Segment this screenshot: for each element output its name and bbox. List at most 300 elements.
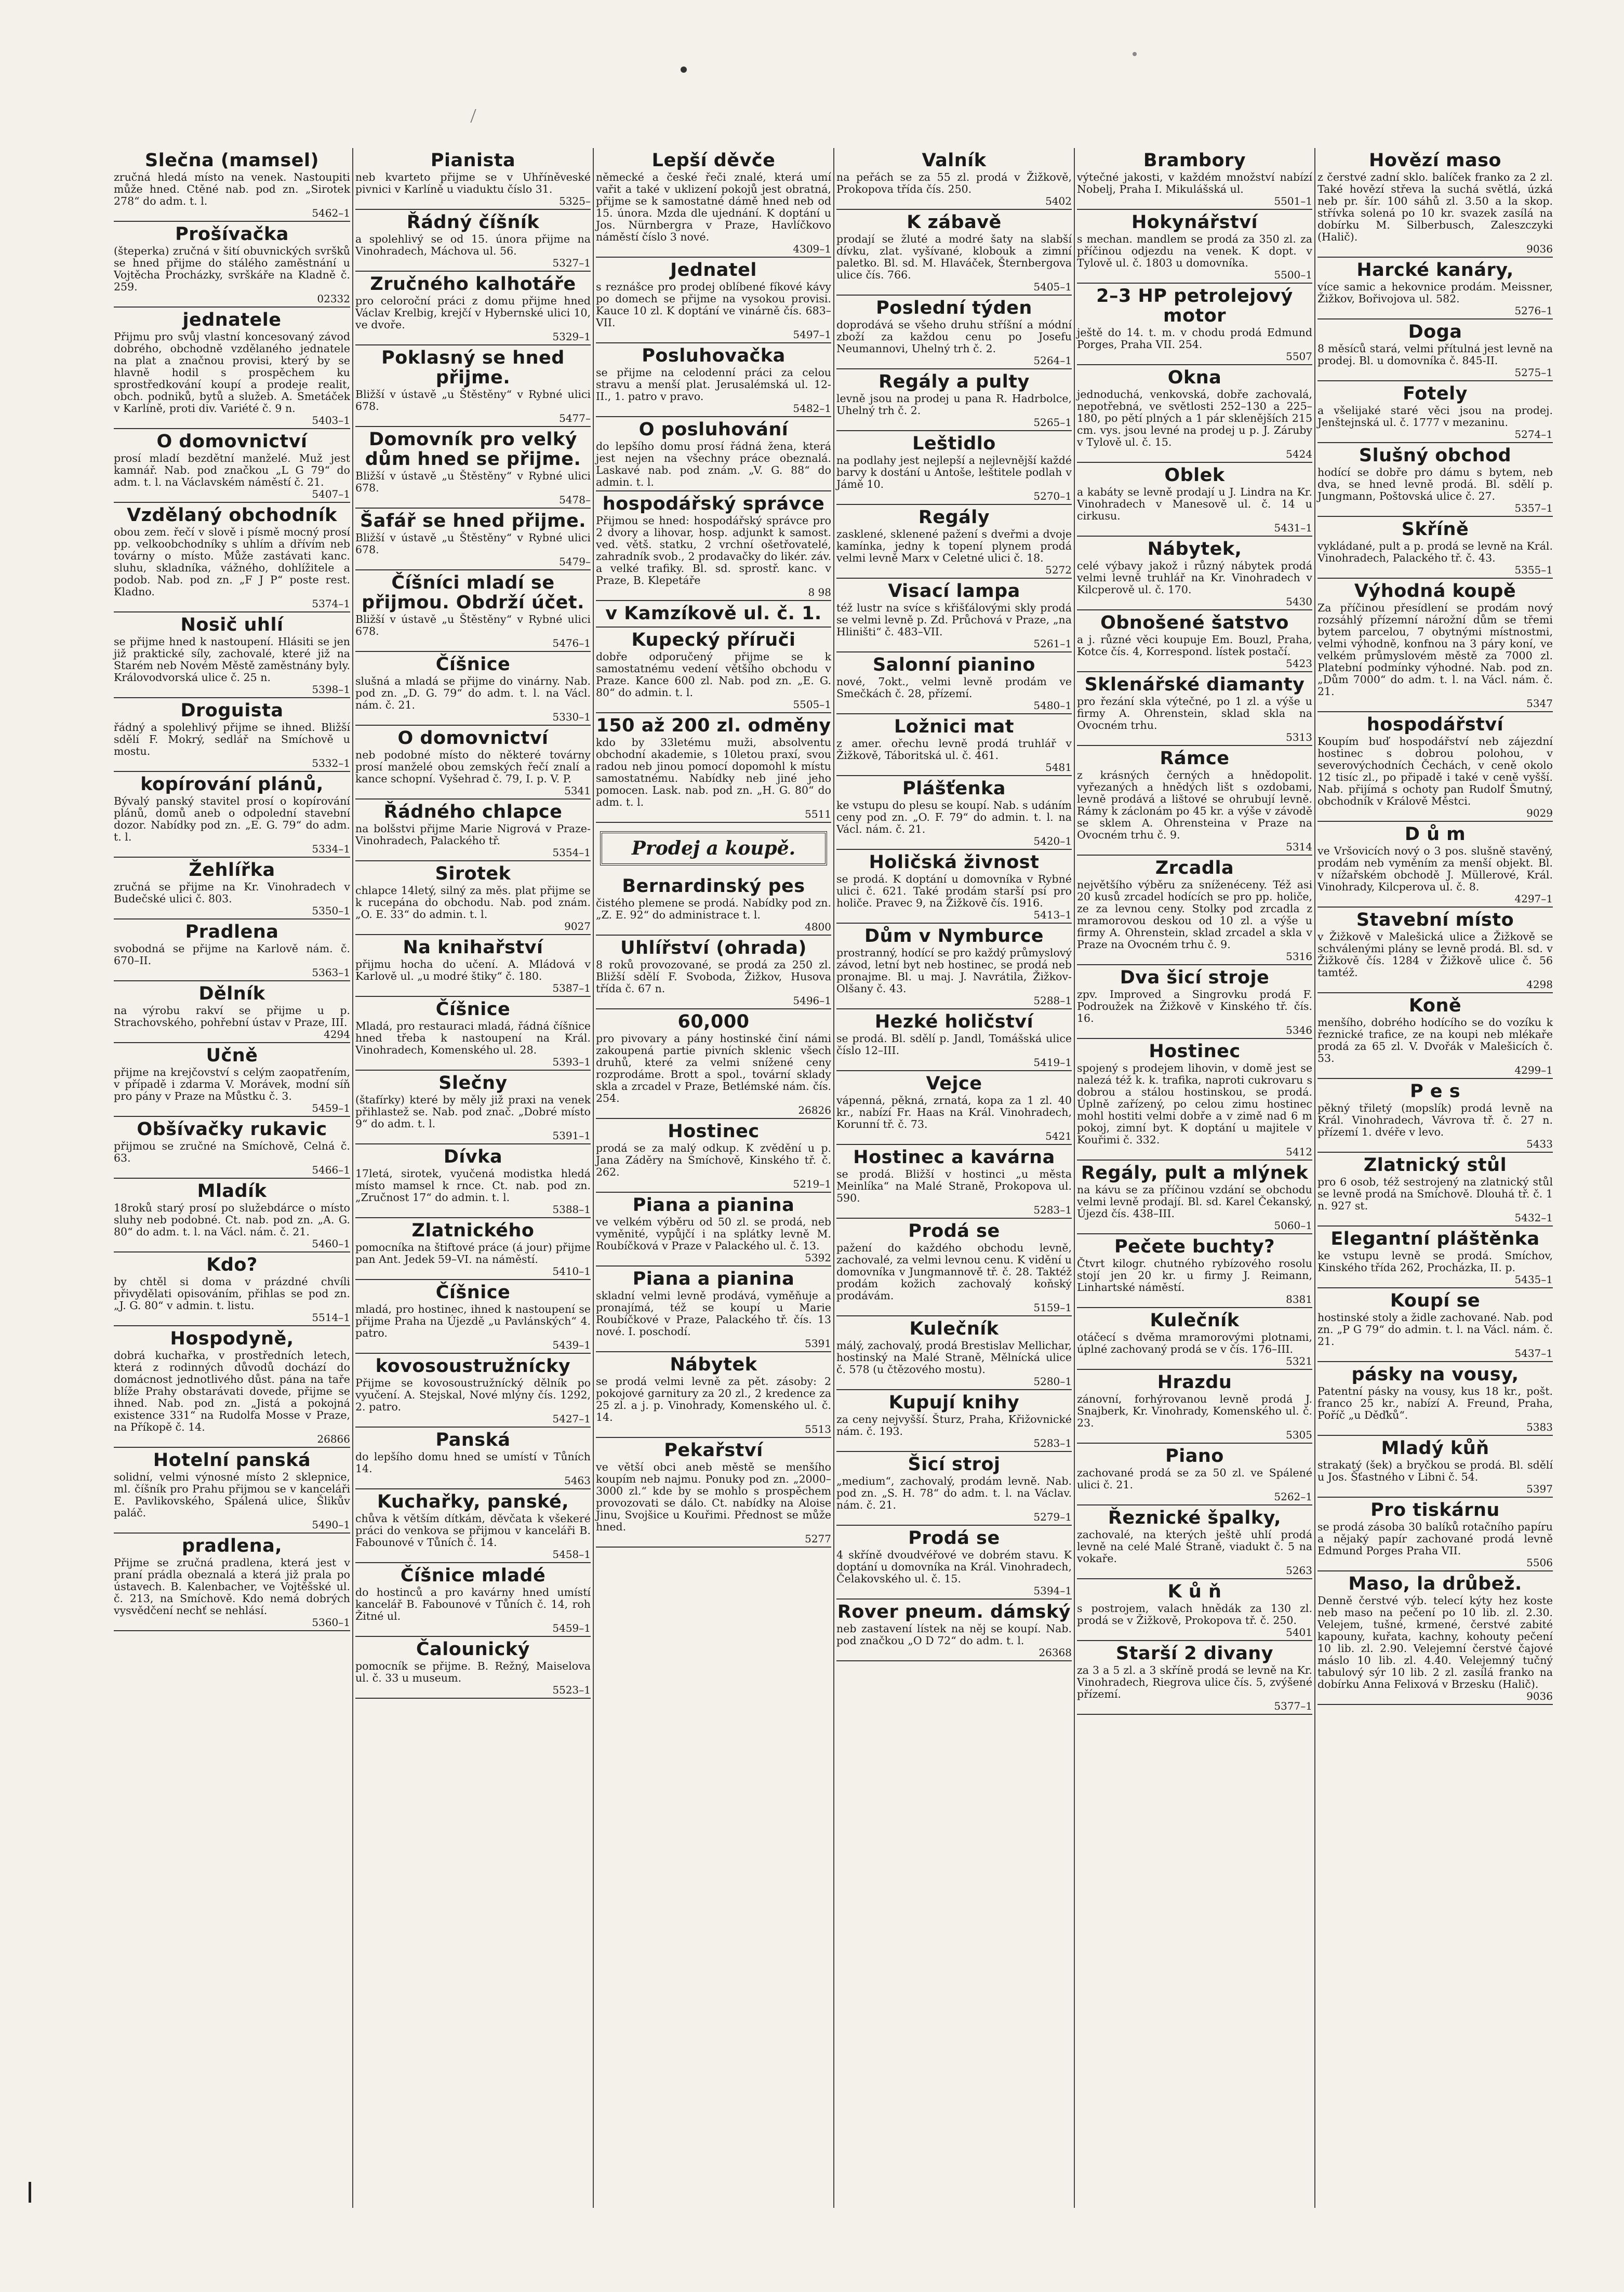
classified-ad [355,1563,591,1637]
ad-text: vykládané, pult a p. prodá se levně na Král. Vinohradech, Palackého tř. č. 43. [1317,540,1553,564]
ad-text: chlapce 14letý, silný za měs. plat přijme se k rucepána do obchodu. Nab. pod znám. „O. E. 33“ do admin. t. l. [355,884,591,921]
classified-ad [836,296,1072,369]
classified-ad [1077,965,1312,1039]
ad-code: 5280–1 [1033,1375,1072,1388]
ad-headline: Dům v Nymburce [864,926,1044,947]
ad-text: v Žižkově v Malešická ulice a Žižkově se schválenými plány se levně prodá. Bl. sd. v Žižkově čís. 1284 v Žižkově ulice č. 56 tamtéž. [1317,930,1553,979]
ad-text: zachovalé, na kterých ještě uhlí prodá levně na celé Malé Straně, viadukt č. 5 na vokaře. [1077,1528,1312,1565]
ad-headline: Okna [1167,367,1222,388]
ad-text: obou zem. řečí v slově i písmě mocný prosí pp. velkoobchodníky s uhlím a dřívím neb továrny o místo. Může zastávati kanc. sluhu, skladníka, vážného, dohlížitele a podob. Nab. pod zn. „F J P“ poste rest. Kladno. [114,526,350,598]
ad-code: 5392 [805,1251,831,1264]
ad-headline: Pro tiskárnu [1370,1500,1500,1521]
ad-text: neb podobné místo do některé továrny prosí manželé obou zemských řečí znalí a kance schopní. Vyšehrad č. 79, I. p. V. P. [355,749,591,785]
classified-ad [114,1448,350,1534]
ad-headline: Poslední týden [876,298,1032,318]
ad-text: na bolšstvi přijme Marie Nigrová v Praze-Vinohradech, Palackého tř. [355,822,591,847]
classified-ad [596,1352,831,1438]
ad-text: Patentní pásky na vousy, kus 18 kr., pošt. franco 25 kr., nabízí A. Freund, Praha, Poříč „u Děďků“. [1317,1385,1553,1421]
classified-ad [1317,517,1553,579]
ad-text: 8 roků provozované, se prodá za 250 zl. Bližší sdělí F. Svoboda, Žižkov, Husova třída č. 67 n. [596,958,831,995]
classified-ad [1317,712,1553,822]
ad-code: 5393–1 [552,1056,591,1068]
classified-ad [596,936,831,1009]
classified-ad [355,1489,591,1563]
ad-code: 5341 [564,784,591,797]
ad-code: 02332 [317,292,350,305]
ad-text: ve Vršovicích nový o 3 pos. slušně stavěný, prodám neb vyměním za menší objekt. Bl. v nížařském obchodě J. Müllerové, Král. Vinohrady, Kilcperova ul. č. 8. [1317,845,1553,893]
ad-headline: Šafář se hned přijme. [360,511,586,531]
ad-headline: kopírování plánů, [140,774,324,795]
ad-code: 5460–1 [312,1237,350,1250]
ad-text: Přijme se kovosoustružnícký dělník po vyučení. A. Stejskal, Nové mlýny čís. 1292, 2. patro. [355,1377,591,1413]
ad-text: „medium“, zachovalý, prodám levně. Nab. pod zn. „S. H. 78“ do adm. t. l. na Václav. nám. č. 21. [836,1475,1072,1511]
ad-text: Přijmou se hned: hospodářský správce pro 2 dvory a lihovar, hosp. adjunkt k samost. ved. větš. statku, 2 vrchní ošetřovatelé, zahradník svob., 2 prodavačky do likér. záv. a velké trafiky. Bl. sd. sprostř. kanc. v Praze, B. Klepetáře [596,514,831,587]
ad-headline: 2–3 HP petrolejový motor [1096,286,1293,326]
classified-ad [1077,210,1312,284]
ad-headline: Nábytek, [1147,539,1242,559]
classified-ads-grid [112,148,1556,2208]
ad-headline: pradlena, [181,1536,283,1556]
ad-headline: Čalounický [416,1639,530,1660]
ad-headline: Piana a pianina [632,1195,795,1216]
ad-text: spojený s prodejem lihovin, v domě jest se nalezá též k. k. trafika, naproti cukrovaru s dobrou a stálou hostinskou, se prodá. Úplně zařízený, po celou zimu hostinec mohl hostiti velmi dobře a v zimě nad 6 m pokoj, zimní byt. K doptání u majitele v Kouřimi č. 332. [1077,1062,1312,1146]
ad-headline: Číšnice [435,654,511,675]
ad-code: 9036 [1526,243,1553,255]
ad-code: 5412 [1286,1145,1312,1158]
ad-headline: Sklenářské diamanty [1084,674,1305,695]
ad-headline: O domovnictví [156,431,308,452]
ad-code: 5419–1 [1033,1056,1072,1069]
ad-code: 5276–1 [1514,304,1553,317]
classified-ad [596,874,831,936]
ad-text: se prodá. Bližší v hostinci „u města Meinlíka“ na Malé Straně, Prokopova ul. 590. [836,1168,1072,1204]
ad-code: 9036 [1526,1690,1553,1702]
ad-headline: Rámce [1160,748,1230,769]
ad-headline: Prodá se [908,1221,1000,1242]
ad-code: 26368 [1039,1646,1072,1659]
classified-ad [596,713,831,823]
ad-code: 5321 [1286,1355,1312,1367]
classified-ad [114,429,350,503]
ad-code: 5316 [1286,950,1312,963]
ad-text: Bývalý panský stavitel prosí o kopírování plánů, domů aneb o odpolední stavební dozor. Nabídky pod zn. „E. G. 79“ do adm. t. l. [114,795,350,843]
ad-text: doprodává se všeho druhu stříšní a módní zboží za každou cenu po Josefu Neumannovi, Uhelný trh č. 2. [836,318,1072,355]
ad-headline: Nábytek [670,1354,757,1375]
ad-headline: Obnošené šatstvo [1100,612,1289,633]
ad-code: 5272 [1045,564,1072,576]
ad-text: neb kvarteto přijme se v Uhříněveské pivnici v Karlíně u viaduktu číslo 31. [355,171,591,195]
classified-ad [355,861,591,935]
ad-headline: Slečny [438,1073,508,1094]
classified-ad [1077,463,1312,537]
ad-text: přijmu hocha do učení. A. Mládová v Karlově ul. „u modré štiky“ č. 180. [355,958,591,982]
ad-headline: Piano [1165,1446,1224,1467]
ad-headline: Fotely [1403,383,1468,404]
ad-text: mladá, pro hostinec, ihned k nastoupení se přijme Praha na Újezdě „u Pavlánských“ 4. patro. [355,1303,591,1339]
classified-ad [836,1390,1072,1452]
ad-headline: Elegantní pláštěnka [1330,1229,1540,1249]
ad-headline: hospodářství [1366,714,1504,735]
ad-text: Bližší v ústavě „u Štěstěny“ v Rybné ulici 678. [355,470,591,494]
ad-code: 5394–1 [1033,1584,1072,1597]
ad-text: prostranný, hodící se pro každý průmyslový závod, letní byt neb hostinec, se prodá neb pronajme. Bl. u maj. J. Navrátila, Žižkov-Olšany č. 43. [836,947,1072,995]
ad-code: 5433 [1526,1138,1553,1150]
ad-headline: pásky na vousy, [1351,1364,1519,1385]
classified-ad [355,345,591,427]
classified-ad [355,1218,591,1280]
ad-text: prodají se žluté a modré šaty na slabší dívku, zlat. vyšívané, klobouk a zimní paletko. Bl. sd. M. Hlaváček, Šternbergova ulice čís. 766. [836,233,1072,281]
classified-ad [114,308,350,429]
classified-ad [1317,1288,1553,1362]
ad-code: 5423 [1286,657,1312,670]
ad-headline: Výhodná koupě [1354,581,1516,602]
classified-ad [836,1452,1072,1526]
classified-ad [114,772,350,858]
classified-ad [355,652,591,726]
ad-headline: Číšníci mladí se přijmou. Obdrží účet. [362,572,584,613]
ad-headline: Prošívačka [175,224,289,245]
ad-headline: Panská [435,1430,511,1450]
ad-code: 5459–1 [312,1102,350,1114]
ad-headline: Kulečník [1150,1310,1240,1331]
ad-text: levně jsou na prodej u pana R. Hadrbolce, Uhelný trh č. 2. [836,392,1072,417]
ad-code: 5270–1 [1033,490,1072,502]
ad-code: 5402 [1045,195,1072,207]
classified-ad [836,776,1072,850]
classified-ad [114,1326,350,1448]
classified-ad [1317,1498,1553,1571]
ad-headline: Obšívačky rukavic [137,1119,327,1140]
ad-code: 5275–1 [1514,366,1553,379]
ad-text: se přijme hned k nastoupení. Hlásiti se jen již praktické síly, zachovalé, které již na Starém neb Novém Městě zaměstnány byly. Královodvorská ulice č. 25 n. [114,635,350,684]
ad-text: slušná a mladá se přijme do vinárny. Nab. pod zn. „D. G. 79“ do adm. t. l. na Václ. nám. č. 21. [355,675,591,711]
ad-code: 5511 [805,808,831,820]
ad-headline: Regály [918,507,990,528]
classified-ad [1077,746,1312,856]
ad-text: s reznášce pro prodej oblíbené fíkové kávy po domech se přijme na vysokou provisi. Kauce 10 zl. K doptání ve vinárně čís. 683–VII. [596,281,831,329]
ad-headline: Regály, pult a mlýnek [1081,1163,1309,1183]
ad-headline: Regály a pulty [878,371,1030,392]
ad-code: 5496–1 [793,994,831,1007]
ad-text: na podlahy jest nejlepší a nejlevnější každé barvy k dostání u Antoše, leštitele podlah v Jámě 10. [836,454,1072,490]
classified-ad [836,369,1072,431]
ad-text: se přijme na celodenní práci za celou stravu a menší plat. Jerusalémská ul. 12-II., 1. patro v pravo. [596,366,831,403]
ad-code: 5387–1 [552,982,591,994]
classified-ad [1317,1227,1553,1288]
classified-ad [1317,579,1553,712]
ad-code: 5263 [1286,1564,1312,1577]
classified-ad [1077,1308,1312,1370]
classified-ad [114,222,350,308]
classified-ad [355,997,591,1071]
ad-text: a j. různé věci koupuje Em. Bouzl, Praha, Kotce čís. 4, Korrespond. lístek postačí. [1077,633,1312,658]
ad-code: 5347 [1526,697,1553,710]
classified-ad [836,431,1072,505]
ad-code: 5397 [1526,1483,1553,1495]
ad-text: přijmou se zručné na Smíchově, Celná č. 63. [114,1140,350,1164]
ad-text: se prodá. K doptání u domovníka v Rybné ulici č. 621. Také prodám starší psí pro holiče. Pravec 9, na Žižkově čís. 1916. [836,873,1072,909]
classified-ad [1077,610,1312,672]
classified-ad [114,503,350,612]
classified-ad [596,1438,831,1548]
classified-ad [114,1043,350,1117]
ad-code: 5482–1 [793,402,831,415]
ink-dot [681,66,687,73]
ad-code: 5505–1 [793,698,831,711]
ad-code: 5427–1 [552,1412,591,1425]
classified-ad [1317,822,1553,908]
classified-ad [355,1144,591,1218]
ad-headline: Pradlena [185,922,279,942]
ad-code: 5477– [559,412,591,424]
ad-text: zachované prodá se za 50 zl. ve Spálené ulici č. 21. [1077,1467,1312,1491]
ad-headline: Valník [922,150,987,171]
classified-ad [596,601,831,628]
ad-text: 8 měsíců stará, velmi přítulná jest levně na prodej. Bl. u domovníka č. 845-II. [1317,342,1553,367]
ad-code: 5391–1 [552,1129,591,1142]
ad-headline: Slušný obchod [1359,445,1512,466]
ad-text: přijme na krejčovství s celým zaopatřením, v případě i zdarma V. Morávek, modní síň pro pány v Praze na Můstku č. 3. [114,1066,350,1102]
classified-ad [1317,1362,1553,1436]
ad-code: 5513 [805,1423,831,1435]
ad-text: pažení do každého obchodu levně, zachovalé, za velmi levnou cenu. K vidění u domovníka v Jungmannově tř. č. 28. Taktéž prodám kožich zachovalý koňský prodávám. [836,1242,1072,1302]
ad-text: menšího, dobrého hodícího se do vozíku k řeznické trafice, ze na koupi neb mlékaře prodá za 65 zl. V. Dvořák v Malešicích č. 53. [1317,1016,1553,1064]
ad-code: 5332–1 [312,757,350,769]
ad-text: zasklené, sklenené pažení s dveřmi a dvoje kamínka, jedny k topení plynem prodá velmi levně Marx v Celetné ulici č. 18. [836,528,1072,564]
ad-headline: Učně [206,1045,258,1066]
ad-code: 5497–1 [793,328,831,341]
classified-ad [1077,537,1312,610]
ad-text: Přijme se zručná pradlena, která jest v praní prádla obeznalá a která již prala po ústavech. B. Kalenbacher, ve Vojtěšské ul. č. 213, na Smíchově. Kdo nemá dobrých vysvědčení nechť se nehlásí. [114,1556,350,1617]
ad-headline: Řádný číšník [406,212,540,233]
classified-ad [1317,1571,1553,1705]
classified-ad [355,427,591,509]
ad-headline: Kulečník [909,1318,999,1339]
ad-code: 5401 [1286,1626,1312,1638]
ad-headline: Visací lampa [888,581,1020,602]
classified-ad [114,1179,350,1252]
classified-ad [1317,258,1553,319]
ad-code: 5405–1 [1033,281,1072,293]
ad-text: hostinské stoly a židle zachované. Nab. pod zn. „P G 79“ do admin. t. l. na Václ. nám. č. 21. [1317,1311,1553,1348]
ad-text: dobře odporučený přijme se k samostatnému vedení většího obchodu v Praze. Kance 600 zl. Nab. pod zn. „E. G. 80“ do admin. t. l. [596,650,831,699]
classified-ad [1077,284,1312,365]
ad-column [1314,148,1555,2208]
ad-text: Čtvrt kilogr. chutného rybízového rosolu stojí jen 20 kr. u firmy J. Reimann, Linhartské náměstí. [1077,1257,1312,1294]
ad-code: 5283–1 [1033,1437,1072,1449]
ad-headline: Holičská živnost [869,852,1040,873]
ad-code: 5327–1 [552,257,591,269]
ad-text: do lepšího domu hned se umístí v Tůních 14. [355,1450,591,1475]
ad-code: 4309–1 [793,243,831,255]
classified-ad [836,850,1072,924]
ad-headline: Dva šicí stroje [1120,967,1270,988]
ad-text: svobodná se přijme na Karlově nám. č. 670–II. [114,942,350,967]
ad-code: 5413–1 [1033,909,1072,921]
ad-code: 5265–1 [1033,416,1072,429]
ad-headline: Leštidlo [912,433,996,454]
ad-code: 5523–1 [552,1684,591,1696]
ad-code: 5388–1 [552,1203,591,1216]
ad-text: Bližší v ústavě „u Štěstěny“ v Rybné ulici 678. [355,388,591,412]
ad-code: 5313 [1286,731,1312,743]
ad-text: ještě do 14. t. m. v chodu prodá Edmund Porges, Praha VII. 254. [1077,326,1312,351]
classified-ad [114,1534,350,1631]
ad-headline: Hospodyně, [170,1328,294,1349]
ad-code: 5463 [564,1474,591,1487]
classified-ad [355,570,591,652]
ad-code: 5360–1 [312,1616,350,1629]
classified-ad [1077,1370,1312,1444]
ad-text: Přijmu pro svůj vlastní koncesovaný závod dobrého, obchodně vzdělaného jednatele na plat a značnou provisi, který by se hlavně hodil s prospěchem ku sprostředkování koupí a prodeje realit, obch. podniků, bytů a služeb. A. Smetáček v Karlíně, proti div. Variété č. 9 n. [114,330,350,415]
ad-text: ke vstupu do plesu se koupí. Nab. s udáním ceny pod zn. „O. F. 79“ do admin. t. l. na Václ. nám. č. 21. [836,799,1072,835]
classified-ad [355,935,591,997]
ad-code: 5274–1 [1514,428,1553,441]
ad-headline: Kuchařky, panské, [377,1491,569,1512]
classified-ad [355,726,591,799]
ad-headline: Mladík [197,1181,267,1202]
classified-ad [836,579,1072,652]
ad-text: pomocník se přijme. B. Režný, Maiselova ul. č. 33 u museum. [355,1660,591,1684]
ad-headline: Ložnici mat [894,716,1014,737]
ad-text: do hostinců a pro kavárny hned umístí kancelář B. Fabounové v Tůních č. 14, roh Žitné ul. [355,1586,591,1622]
ad-headline: Doga [1408,322,1462,342]
ad-headline: Hostinec [1149,1041,1241,1062]
classified-ad [836,1009,1072,1071]
ad-headline: Šicí stroj [908,1454,1001,1475]
ad-code: 5383 [1526,1421,1553,1433]
classified-ad [836,1219,1072,1316]
classified-ad [1317,1436,1553,1498]
ad-headline: Mladý kůň [1381,1438,1489,1459]
ad-headline: Prodá se [908,1528,1000,1549]
ad-headline: Číšnice [435,999,511,1020]
classified-ad [836,1071,1072,1145]
ad-headline: P e s [1409,1081,1461,1102]
ad-headline: Hokynářství [1131,212,1258,233]
ad-code: 5357–1 [1514,502,1553,514]
ad-text: otáčecí s dvěma mramorovými plotnami, úplné zachovaný prodá se v čís. 176–III. [1077,1331,1312,1355]
ad-code: 5420–1 [1033,835,1072,847]
classified-ad [836,714,1072,776]
ad-text: zánovní, forhýrovanou levně prodá J. Snajberk, Kr. Vinohrady, Komenského ul. č. 23. [1077,1393,1312,1429]
ad-code: 5288–1 [1033,994,1072,1007]
ad-text: pomocníka na štiftové práce (á jour) přijme pan Ant. Jedek 59–VI. na náměstí. [355,1241,591,1265]
ad-code: 4299–1 [1514,1064,1553,1076]
ad-text: německé a české řeči znalé, která umí vařit a také v uklizení pokojů jest obratná, přijme se k samostatné dámě hned neb od 15. února. Mzda dle ujednání. K doptání u Jos. Nürnbergra v Praze, Havlíčkovo náměstí číslo 3 nové. [596,171,831,243]
ad-headline: Zrcadla [1155,858,1234,878]
ad-text: 17letá, sirotek, vyučená modistka hledá místo mamsel k rnce. Ct. nab. pod zn. „Zručnost 17“ do admin. t. l. [355,1167,591,1204]
classified-ad [355,509,591,570]
classified-ad [1077,1579,1312,1641]
ad-code: 9029 [1526,807,1553,819]
ad-headline: Žehlířka [189,860,275,881]
ad-text: by chtěl si doma v prázdné chvíli přivydělati opisováním, přihlas se pod zn. „J. G. 80“ v admin. t. listu. [114,1275,350,1312]
ad-code: 8 98 [808,586,831,598]
classified-ad [1317,381,1553,443]
ad-headline: Hostinec [668,1121,760,1142]
classified-ad [596,1267,831,1352]
ad-text: strakatý (šek) a bryčkou se prodá. Bl. sdělí u Jos. Šťastného v Libni č. 54. [1317,1459,1553,1483]
ad-headline: Pekařství [664,1440,763,1461]
classified-ad [596,148,831,258]
ad-code: 5435–1 [1514,1273,1553,1286]
ad-headline: Hezké holičství [874,1011,1034,1032]
ad-text: ve velkém výběru od 50 zl. se prodá, neb vyměnité, vypůjčí i na splátky levně M. Roubíčková v Praze v Palackého ul. č. 13. [596,1216,831,1252]
ad-headline: Lepší děvče [651,150,776,171]
ad-headline: Hotelní panská [153,1450,311,1471]
ad-code: 5476–1 [552,637,591,649]
ad-text: celé výbavy jakož i různý nábytek prodá velmi levně truhlář na Kr. Vinohradech v Kilcperově ul. č. 170. [1077,559,1312,596]
ad-code: 5219–1 [793,1178,831,1190]
ad-headline: Rover pneum. dámský [837,1602,1071,1622]
ad-text: (štafírky) které by měly již praxi na venek přihlastež se. Nab. pod znač. „Dobré místo 9“ do adm. t. l. [355,1094,591,1130]
classified-ad [355,1428,591,1489]
ad-text: za ceny nejvyšší. Šturz, Praha, Křižovnické nám. č. 193. [836,1413,1072,1437]
ad-headline: Dívka [443,1147,503,1167]
ad-text: zručná se přijme na Kr. Vinohradech v Budečské ulici č. 803. [114,881,350,905]
ad-text: prodá se za malý odkup. K zvědění u p. Jana Záděry na Smíchově, Kinského tř. č. 262. [596,1142,831,1178]
classified-ad [114,612,350,698]
ad-text: pro řezání skla výtečné, po 1 zl. a výše u firmy A. Ohrenstein, sklad skla na Ovocném trhu. [1077,695,1312,731]
ad-text: ve větší obci aneb městě se menšího koupím neb najmu. Ponuky pod zn. „2000–3000 zl.“ kde by se mohlo s prospěchem provozovati se dálo. Ct. nabídky na Aloise Jinu, Svojšice u Kouřimi. Přednost se může hned. [596,1461,831,1533]
margin-mark [29,2182,31,2203]
ad-headline: Harcké kanáry, [1356,260,1514,281]
classified-ad [836,924,1072,1009]
ad-code: 5458–1 [552,1548,591,1561]
ad-code: 5500–1 [1274,269,1312,281]
ad-code: 5377–1 [1274,1700,1312,1712]
ad-headline: Řádného chlapce [383,802,563,822]
ad-headline: Domovník pro velký dům hned se přijme. [365,429,581,470]
ad-text: a kabáty se levně prodají u J. Lindra na Kr. Vinohradech v Manesově ul. č. 14 u cirkusu. [1077,486,1312,522]
ad-code: 5346 [1286,1024,1312,1036]
classified-ad [1317,908,1553,993]
ad-text: vápenná, pěkná, zrnatá, kopa za 1 zl. 40 kr., nabízí Fr. Haas na Král. Vinohradech, Korunní tř. č. 73. [836,1094,1072,1130]
classified-ad [1077,148,1312,210]
ad-text: ke vstupu levně se prodá. Smíchov, Kinského třída 262, Procházka, II. p. [1317,1249,1553,1274]
ad-code: 5478– [559,494,591,506]
ad-code: 5283–1 [1033,1204,1072,1216]
ad-headline: D ů m [1404,824,1466,845]
classified-ad [355,1637,591,1699]
classified-ad [355,148,591,210]
ad-code: 5437–1 [1514,1347,1553,1360]
classified-ad [836,1316,1072,1390]
ad-text: na kávu se za příčinou vzdání se obchodu velmi levně prodají. Bl. sd. Karel Čekanský, Újezd čís. 438–III. [1077,1183,1312,1220]
classified-ad [596,1193,831,1267]
ad-headline: Starší 2 divany [1115,1643,1274,1664]
ad-code: 26826 [798,1104,831,1116]
classified-ad [114,1117,350,1179]
classified-ad [1317,993,1553,1079]
classified-ad [1077,1039,1312,1161]
ad-text: se prodá zásoba 30 balíků rotačního papíru a nějaký papír zachované prodá levně Edmund Porges Praha VII. [1317,1521,1553,1557]
ad-text: neb zastavení lístek na něj se koupí. Nab. pod značkou „O D 72“ do adm. t. l. [836,1622,1072,1647]
ad-headline: 150 až 200 zl. odměny [596,715,831,736]
classified-ad [114,148,350,222]
ad-code: 5279–1 [1033,1511,1072,1523]
ad-text: za 3 a 5 zl. a 3 skříně prodá se levně na Kr. Vinohradech, Riegrova ulice čís. 5, zvýšené přízemí. [1077,1664,1312,1700]
ad-text: z čerstvé zadní sklo. balíček franko za 2 zl. Také hovězí střeva la suchá světlá, úzká neb pr. šír. 100 sáhů zl. 3.50 a la skop. střívka solená po 10 kr. svazek zasílá na dobírku M. Silberbusch, Zaleszczyki (Halič). [1317,171,1553,243]
ad-text: se prodá velmi levně za pět. zásoby: 2 pokojové garnitury za 20 zl., 2 kredence za 25 zl. a j. p. Vinohrady, Komenského ul. č. 14. [596,1375,831,1423]
ad-code: 5403–1 [312,414,350,427]
ad-headline: Sirotek [435,863,511,884]
ad-code: 5330–1 [552,711,591,723]
ad-text: jednoduchá, venkovská, dobře zachovalá, nepotřebná, ve světlosti 252–130 a 225–180, po pětí plných a 1 pár sklenějších 215 cm. vys. jsou levné na prodej u p. J. Záruby v Tylově ul. č. 15. [1077,388,1312,448]
ad-text: zručná hledá místo na venek. Nastoupiti může hned. Ctěné nab. pod zn. „Sirotek 278“ do adm. t. l. [114,171,350,207]
ad-headline: Droguista [180,700,284,721]
